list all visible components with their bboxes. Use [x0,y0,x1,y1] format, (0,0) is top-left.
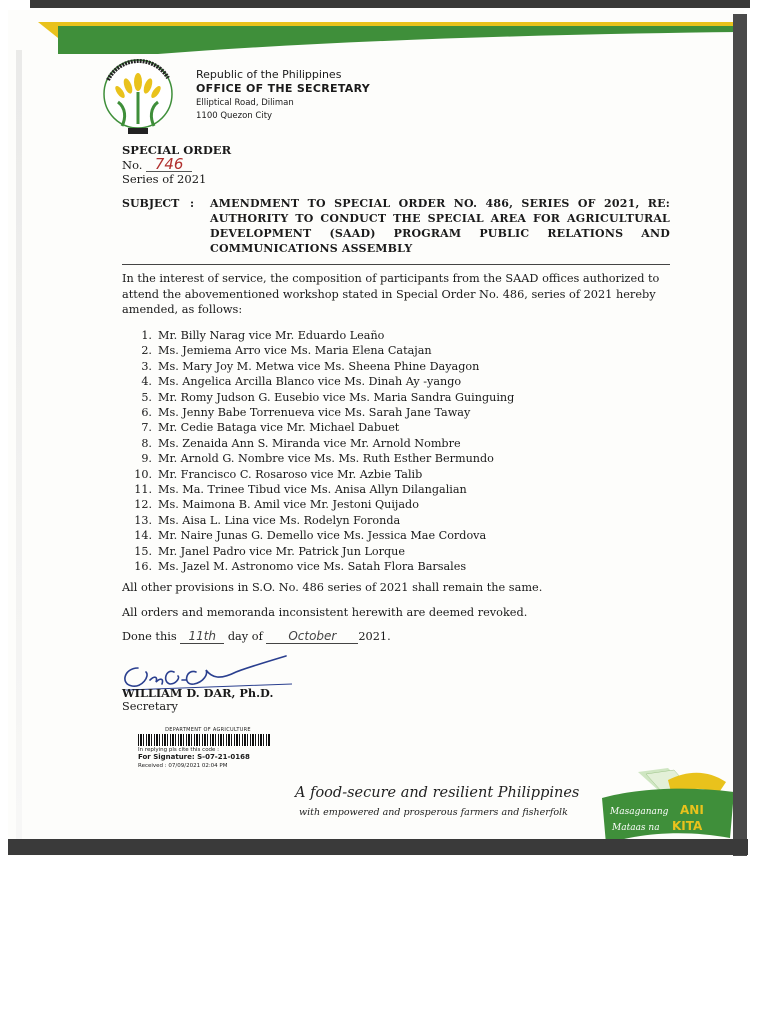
participant-number: 11. [134,483,152,497]
participant-item [122,405,514,420]
participant-item [122,497,514,512]
participant-text: Mr. Janel Padro vice Mr. Patrick Jun Lorque [158,544,405,558]
subject-label: SUBJECT [122,197,180,210]
done-month-handwritten: October [266,630,358,644]
participant-text: Ms. Jemiema Arro vice Ms. Maria Elena Catajan [158,344,432,358]
signatory-title: Secretary [122,700,178,713]
participant-item [122,359,514,374]
scan-border-right [733,14,747,856]
order-number-line [122,154,231,173]
participant-number: 2. [141,344,152,358]
participant-item [122,343,514,358]
masaganang-ani-badge [598,768,736,846]
participant-item [122,482,514,497]
revoked-paragraph: All orders and memoranda inconsistent herewith are deemed revoked. [122,606,528,619]
participant-item [122,451,514,466]
participant-text: Mr. Billy Narag vice Mr. Eduardo Leaño [158,329,385,342]
address-line-1: Elliptical Road, Diliman [196,98,294,108]
participant-number: 15. [134,544,152,558]
footer-motto-sub: with empowered and prosperous farmers and fisherfolk [299,807,568,818]
done-year: 2021. [358,630,391,643]
tracking-stamp [138,727,278,779]
scan-edge-shadow [16,50,22,850]
footer-motto: A food-secure and resilient Philippines [295,785,580,801]
subject-colon: : [190,197,195,210]
participant-text: Ms. Jenny Babe Torrenueva vice Ms. Sarah Jane Taway [158,406,471,420]
participant-number: 10. [134,467,152,481]
participant-text: Mr. Francisco C. Rosaroso vice Mr. Azbie Talib [158,467,423,481]
participant-text: Ms. Jazel M. Astronomo vice Ms. Satah Flora Barsales [158,560,467,574]
participant-number: 7. [141,421,152,435]
participant-number: 12. [134,498,152,512]
participant-item [122,559,514,574]
office-line: OFFICE OF THE SECRETARY [196,82,371,95]
participant-item [122,420,514,435]
participant-text: Ms. Angelica Arcilla Blanco vice Ms. Dinah Ay -yango [158,375,462,389]
order-series: Series of 2021 [122,172,207,186]
subject-divider [122,264,670,265]
participant-text: Mr. Romy Judson G. Eusebio vice Ms. Maria Sandra Guinguing [158,390,515,404]
participant-number: 5. [141,390,152,404]
participant-number: 3. [141,359,152,373]
participant-number: 8. [141,436,152,450]
badge-line-2: Mataas na [612,823,660,833]
subject-text: AMENDMENT TO SPECIAL ORDER NO. 486, SERIES OF 2021, RE: AUTHORITY TO CONDUCT THE SPECIAL AREA FOR AGRICULTURAL DEVELOPMENT (SAAD) PROGRAM PUBLIC RELATIONS AND COMMUNICATIONS ASSEMBLY [210,197,670,255]
barcode-icon [138,734,270,746]
participant-text: Ms. Ma. Trinee Tibud vice Ms. Anisa Allyn Dilangalian [158,483,467,497]
address-line-2: 1100 Quezon City [196,111,273,121]
participant-item [122,436,514,451]
participant-number: 1. [141,329,152,342]
special-order-block [122,143,231,187]
participant-number: 14. [134,529,152,543]
done-mid: day of [227,630,263,643]
document-page [8,10,744,856]
badge-kita: KITA [672,819,703,833]
participant-text: Ms. Mary Joy M. Metwa vice Ms. Sheena Phine Dayagon [158,359,480,373]
scan-border-top [30,0,750,8]
participant-item [122,390,514,405]
header-swoosh [38,20,738,54]
special-order-title: SPECIAL ORDER [122,143,232,157]
done-line [122,630,391,644]
participant-item [122,374,514,389]
participant-text: Ms. Zenaida Ann S. Miranda vice Mr. Arnold Nombre [158,436,461,450]
participant-item [122,513,514,528]
participant-item [122,328,514,343]
badge-line-1: Masaganang [610,807,669,817]
letterhead [196,68,370,121]
stamp-department: DEPARTMENT OF AGRICULTURE [165,727,251,733]
participant-text: Ms. Aisa L. Lina vice Ms. Rodelyn Foronda [158,513,401,527]
participant-text: Mr. Cedie Bataga vice Mr. Michael Dabuet [158,421,400,435]
republic-line: Republic of the Philippines [196,68,342,81]
participant-list [122,328,514,575]
participant-text: Mr. Naire Junas G. Demello vice Ms. Jessica Mae Cordova [158,529,487,543]
badge-ani: ANI [680,803,704,817]
participant-text: Mr. Arnold G. Nombre vice Ms. Ms. Ruth Esther Bermundo [158,452,494,466]
participant-text: Ms. Maimona B. Amil vice Mr. Jestoni Quijado [158,498,419,512]
stamp-for-signature: For Signature: S-07-21-0168 [138,753,250,761]
participant-item [122,467,514,482]
department-seal-icon [98,52,198,142]
participant-number: 9. [141,452,152,466]
done-prefix: Done this [122,630,177,643]
provisions-paragraph: All other provisions in S.O. No. 486 series of 2021 shall remain the same. [122,581,543,594]
order-number-handwritten: 746 [146,158,192,172]
done-day-handwritten: 11th [180,630,224,644]
participant-item [122,544,514,559]
participant-number: 4. [141,375,152,389]
stamp-received: Received : 07/09/2021 02:04 PM [138,763,228,769]
stamp-cite: In replying pls cite this code : [138,747,220,753]
participant-number: 6. [141,406,152,420]
participant-number: 16. [134,560,152,574]
order-number-label: No. [122,157,143,172]
participant-item [122,528,514,543]
participant-number: 13. [134,513,152,527]
signatory-name: WILLIAM D. DAR, Ph.D. [122,686,274,700]
scan-border-bottom [8,839,748,855]
intro-paragraph: In the interest of service, the composition of participants from the SAAD offices authorized to attend the abovementioned workshop stated in Special Order No. 486, series of 2021 hereby amended, as follows: [122,272,660,316]
